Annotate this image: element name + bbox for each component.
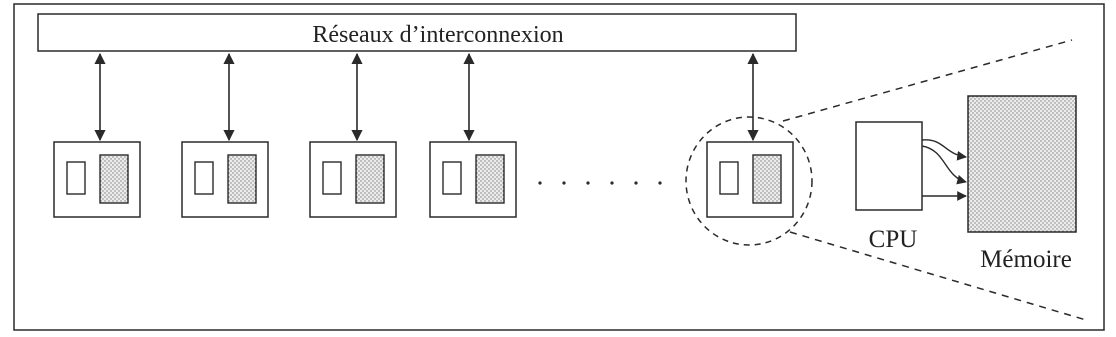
node-cpu xyxy=(67,162,85,194)
processing-node xyxy=(707,54,793,217)
processing-node xyxy=(310,54,396,217)
node-memory xyxy=(476,155,504,203)
node-memory xyxy=(753,155,781,203)
network-label: Réseaux d’interconnexion xyxy=(312,22,564,48)
node-memory xyxy=(356,155,384,203)
processing-node xyxy=(182,54,268,217)
processing-nodes xyxy=(54,54,793,217)
node-memory xyxy=(100,155,128,203)
node-cpu xyxy=(720,162,738,194)
memory-box xyxy=(968,96,1076,232)
cpu-box xyxy=(856,122,922,210)
processing-node xyxy=(430,54,516,217)
outer-frame xyxy=(14,4,1104,330)
node-detail xyxy=(856,96,1076,273)
cpu-label: CPU xyxy=(868,226,918,253)
ellipsis-dots xyxy=(538,181,661,184)
interconnection-network xyxy=(38,14,796,51)
node-cpu xyxy=(195,162,213,194)
node-cpu xyxy=(443,162,461,194)
processing-node xyxy=(54,54,140,217)
node-memory xyxy=(228,155,256,203)
memory-label: Mémoire xyxy=(980,246,1072,273)
cpu-memory-link-2 xyxy=(922,146,966,182)
node-cpu xyxy=(323,162,341,194)
